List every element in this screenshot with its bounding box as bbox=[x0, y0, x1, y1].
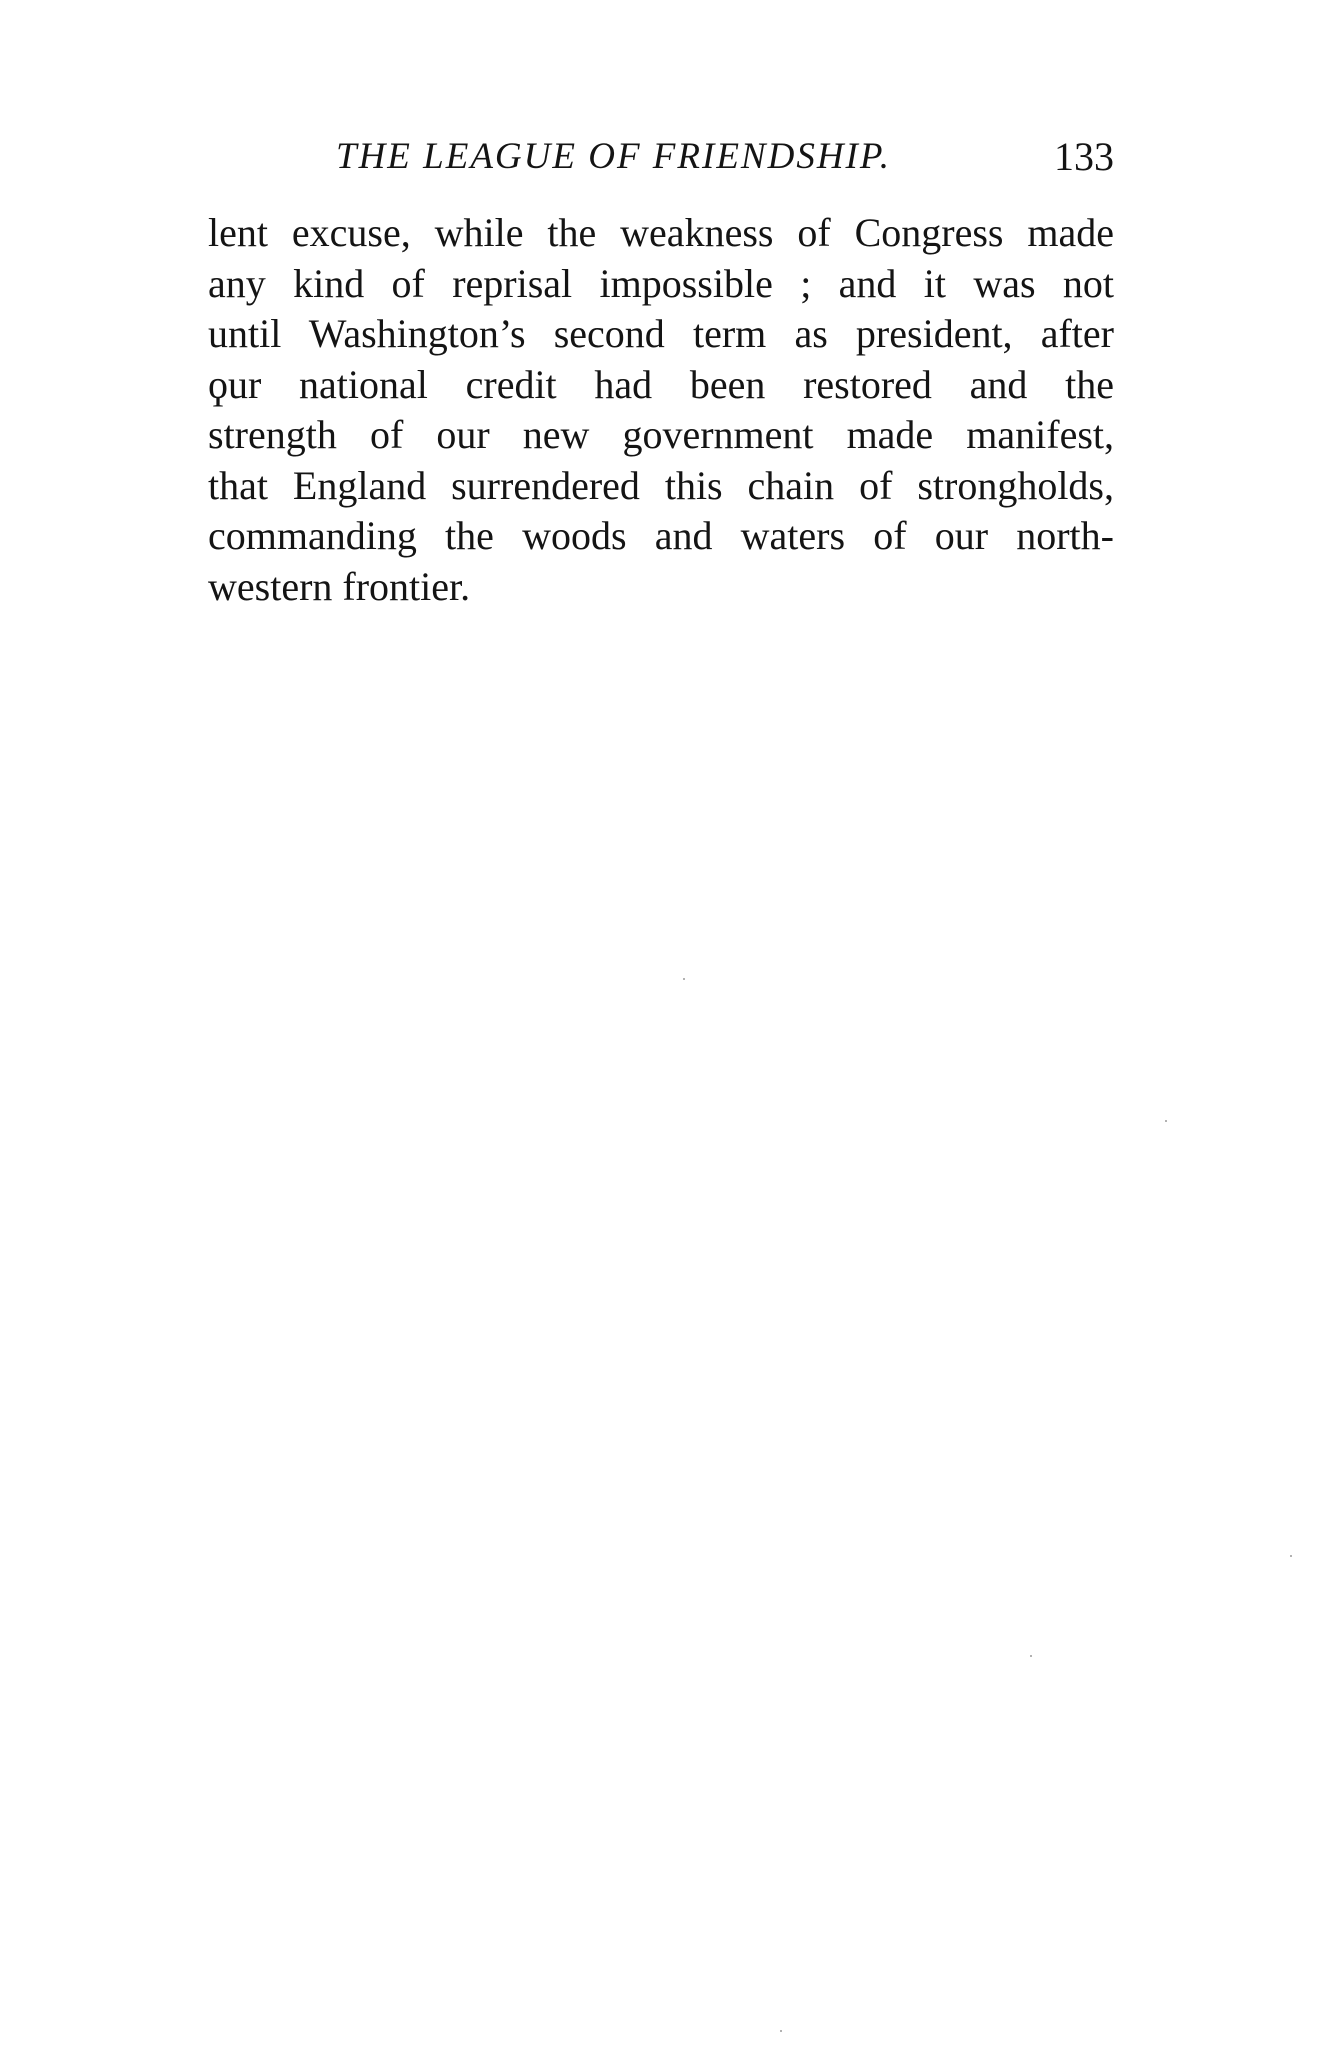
text-line: lent excuse, while the weakness of Congress made bbox=[208, 210, 1114, 255]
text-line-last: western frontier. bbox=[208, 563, 471, 609]
paper-speck bbox=[1290, 1555, 1292, 1557]
body-text bbox=[208, 208, 1114, 612]
paper-speck bbox=[1165, 1120, 1167, 1122]
page-number: 133 bbox=[1054, 134, 1114, 179]
running-title: THE LEAGUE OF FRIENDSHIP. bbox=[336, 136, 891, 177]
text-line: any kind of reprisal impossible ; and it was not bbox=[208, 260, 1114, 306]
text-line: until Washington’s second term as president, after bbox=[208, 311, 1114, 356]
text-line: strength of our new government made manifest, bbox=[208, 412, 1114, 457]
paper-speck bbox=[683, 978, 685, 980]
paper-speck bbox=[780, 2030, 782, 2032]
paper-speck bbox=[1030, 1655, 1032, 1657]
text-line: commanding the woods and waters of our north- bbox=[208, 513, 1114, 558]
text-line: that England surrendered this chain of strongholds, bbox=[208, 462, 1114, 508]
running-head bbox=[208, 132, 1120, 182]
text-line: ϙur national credit had been restored and the bbox=[208, 361, 1114, 407]
